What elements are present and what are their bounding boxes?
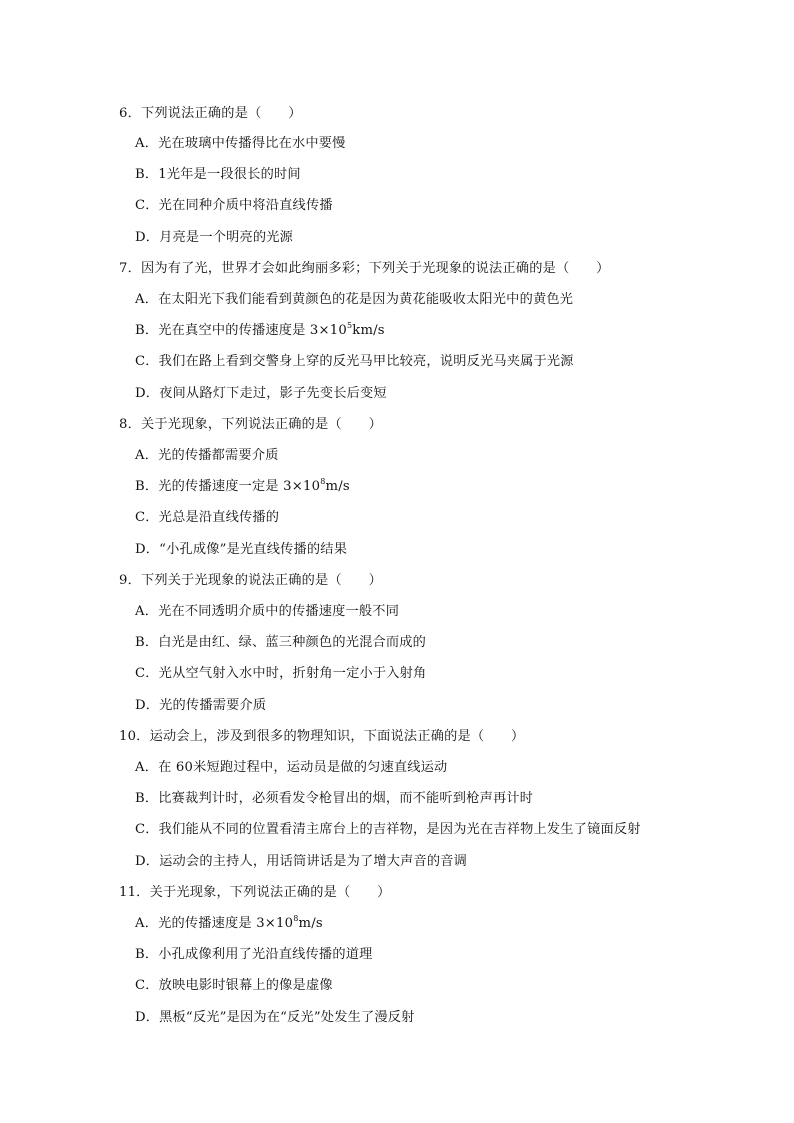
question-7-option-c: C．我们在路上看到交警身上穿的反光马甲比较亮，说明反光马夹属于光源 bbox=[135, 354, 574, 369]
exponent: 8 bbox=[320, 477, 326, 486]
question-10-option-a: A．在 60米短跑过程中，运动员是做的匀速直线运动 bbox=[135, 760, 448, 775]
unit-text: km/s bbox=[352, 323, 385, 338]
question-9-stem: 9．下列关于光现象的说法正确的是（ ） bbox=[119, 573, 382, 588]
unit-text: m/s bbox=[298, 916, 323, 931]
question-8-stem: 8．关于光现象，下列说法正确的是（ ） bbox=[119, 417, 382, 432]
exponent: 8 bbox=[293, 914, 299, 923]
question-6-option-c: C．光在同种介质中将沿直线传播 bbox=[135, 198, 333, 213]
question-11-option-b: B．小孔成像利用了光沿直线传播的道理 bbox=[135, 947, 373, 962]
question-6-option-d: D．月亮是一个明亮的光源 bbox=[135, 230, 294, 245]
option-text: A．光的传播速度是 3×10 bbox=[135, 916, 294, 931]
question-10-option-d: D．运动会的主持人，用话筒讲话是为了增大声音的音调 bbox=[135, 854, 468, 869]
question-9-option-a: A．光在不同透明介质中的传播速度一般不同 bbox=[135, 604, 400, 619]
question-9-option-b: B．白光是由红、绿、蓝三种颜色的光混合而成的 bbox=[135, 635, 427, 650]
question-8-option-c: C．光总是沿直线传播的 bbox=[135, 510, 280, 525]
question-6-option-b: B．1光年是一段很长的时间 bbox=[135, 167, 301, 182]
question-6-stem: 6．下列说法正确的是（ ） bbox=[119, 106, 302, 121]
question-11-stem: 11．关于光现象，下列说法正确的是（ ） bbox=[119, 885, 391, 900]
question-11-option-d: D．黑板“反光”是因为在“反光”处发生了漫反射 bbox=[135, 1010, 415, 1025]
question-9-option-c: C．光从空气射入水中时，折射角一定小于入射角 bbox=[135, 666, 427, 681]
option-text: B．光的传播速度一定是 3×10 bbox=[135, 479, 321, 494]
question-8-option-d: D．“小孔成像”是光直线传播的结果 bbox=[135, 542, 348, 557]
question-7-option-a: A．在太阳光下我们能看到黄颜色的花是因为黄花能吸收太阳光中的黄色光 bbox=[135, 292, 574, 307]
question-6-option-a: A．光在玻璃中传播得比在水中要慢 bbox=[135, 136, 346, 151]
question-10-stem: 10．运动会上，涉及到很多的物理知识，下面说法正确的是（ ） bbox=[119, 729, 525, 744]
question-10-option-b: B．比赛裁判计时，必须看发令枪冒出的烟，而不能听到枪声再计时 bbox=[135, 791, 534, 806]
unit-text: m/s bbox=[325, 479, 350, 494]
question-8-option-b bbox=[135, 477, 350, 497]
question-7-stem: 7．因为有了光，世界才会如此绚丽多彩；下列关于光现象的说法正确的是（ ） bbox=[119, 261, 610, 276]
exponent: 5 bbox=[346, 321, 353, 330]
option-text: B．光在真空中的传播速度是 3×10 bbox=[135, 323, 347, 338]
question-7-option-b bbox=[135, 321, 385, 341]
question-10-option-c: C．我们能从不同的位置看清主席台上的吉祥物，是因为光在吉祥物上发生了镜面反射 bbox=[135, 822, 641, 837]
question-9-option-d: D．光的传播需要介质 bbox=[135, 698, 267, 713]
question-7-option-d: D．夜间从路灯下走过，影子先变长后变短 bbox=[135, 386, 387, 401]
question-11-option-a bbox=[135, 914, 323, 934]
question-8-option-a: A．光的传播都需要介质 bbox=[135, 448, 279, 463]
question-11-option-c: C．放映电影时银幕上的像是虚像 bbox=[135, 978, 333, 993]
